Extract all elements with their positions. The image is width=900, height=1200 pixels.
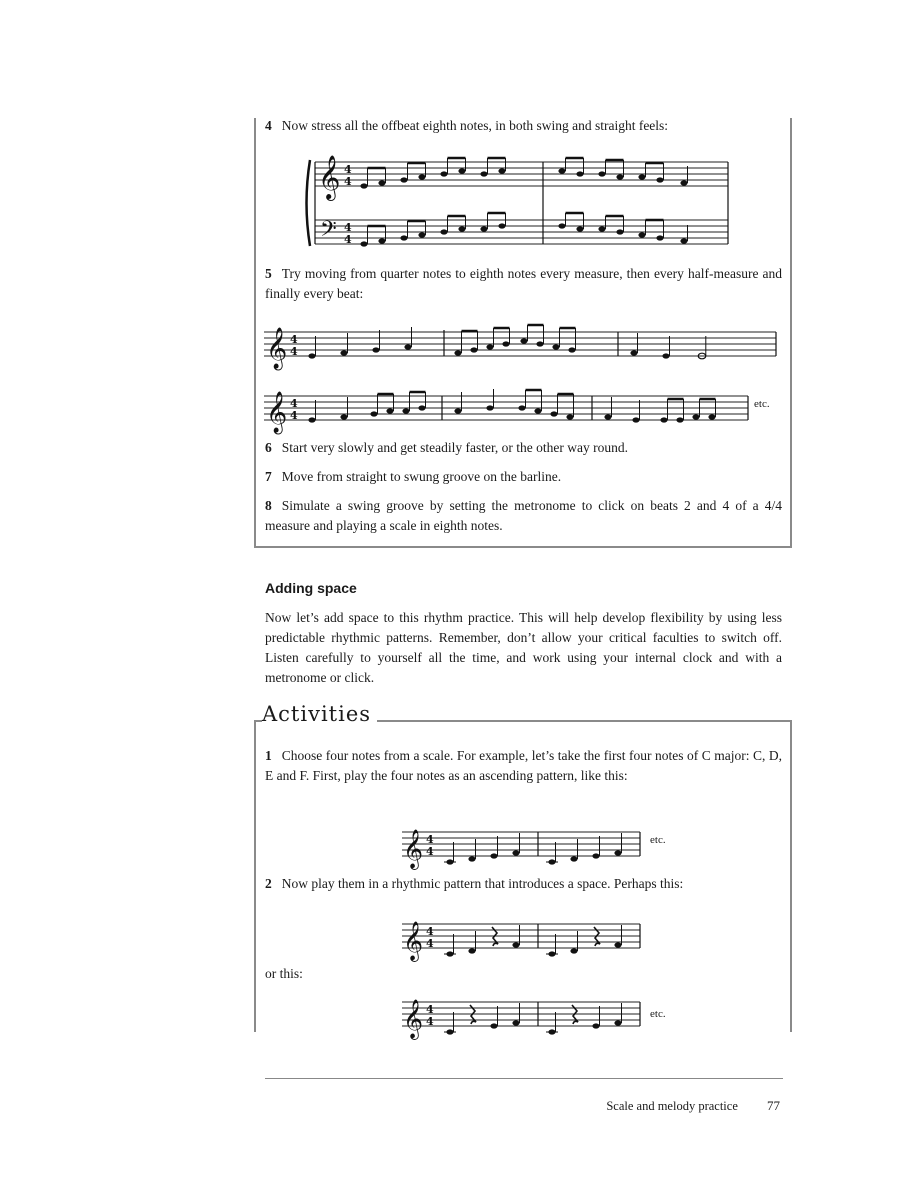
treble-clef-icon: 𝄞 bbox=[403, 829, 424, 869]
time-sig-bottom: 4 bbox=[426, 1015, 434, 1028]
brace-icon bbox=[307, 160, 311, 246]
footer-divider bbox=[265, 1078, 783, 1079]
page-number: 77 bbox=[767, 1098, 780, 1113]
section-heading: Adding space bbox=[265, 580, 357, 596]
treble-clef-icon: 𝄞 bbox=[403, 921, 424, 961]
activity-1: 1 Choose four notes from a scale. For example, let’s take the first four notes of C major: C, D, E and F. First, play the four notes as an ascending pattern, like this: bbox=[265, 748, 782, 783]
notation-rhythm-with-space-2 bbox=[400, 992, 650, 1039]
bass-clef-icon: 𝄢 bbox=[320, 217, 337, 247]
time-sig-bottom: 4 bbox=[344, 233, 352, 246]
activity-8: 8 Simulate a swing groove by setting the metronome to click on beats 2 and 4 of a 4/4 measure and playing a scale in eighth notes. bbox=[265, 498, 782, 533]
notation-offbeat-eighths bbox=[300, 150, 740, 262]
notation-ascending-pattern bbox=[400, 822, 650, 869]
treble-staff bbox=[315, 162, 728, 186]
activity-4: 4 Now stress all the offbeat eighth notes, in both swing and straight feels: bbox=[265, 118, 669, 133]
etc-label: etc. bbox=[650, 1008, 666, 1020]
time-sig-top: 4 bbox=[426, 925, 434, 938]
etc-label: etc. bbox=[754, 398, 770, 410]
page-footer bbox=[540, 1098, 780, 1114]
time-sig-top: 4 bbox=[344, 221, 352, 234]
time-sig-bottom: 4 bbox=[426, 845, 434, 858]
time-sig-bottom: 4 bbox=[290, 345, 298, 358]
time-sig-top: 4 bbox=[344, 163, 352, 176]
notes bbox=[308, 389, 748, 423]
notes bbox=[308, 325, 776, 359]
notation-quarter-to-eighth-2 bbox=[262, 386, 762, 433]
footer-chapter-title: Scale and melody practice bbox=[606, 1099, 738, 1113]
notation-rhythm-with-space-1 bbox=[400, 914, 650, 961]
notes bbox=[444, 1002, 640, 1035]
bass-notes bbox=[360, 213, 687, 247]
notes bbox=[444, 832, 640, 865]
bass-staff bbox=[315, 220, 728, 244]
treble-notes bbox=[360, 158, 687, 189]
time-sig-top: 4 bbox=[290, 333, 298, 346]
time-sig-bottom: 4 bbox=[426, 937, 434, 950]
time-sig-top: 4 bbox=[290, 397, 298, 410]
notes bbox=[444, 924, 640, 957]
activity-2: 2 Now play them in a rhythmic pattern that introduces a space. Perhaps this: bbox=[265, 876, 684, 891]
time-sig-bottom: 4 bbox=[290, 409, 298, 422]
time-sig-bottom: 4 bbox=[344, 175, 352, 188]
treble-clef-icon: 𝄞 bbox=[403, 999, 424, 1039]
activity-6: 6 Start very slowly and get steadily faster, or the other way round. bbox=[265, 440, 628, 455]
time-sig-top: 4 bbox=[426, 1003, 434, 1016]
activities-title: Activities bbox=[262, 702, 377, 726]
notation-quarter-to-eighth-1 bbox=[262, 322, 782, 369]
activity-5: 5 Try moving from quarter notes to eighth notes every measure, then every half-measure and finally every beat: bbox=[265, 266, 782, 301]
etc-label: etc. bbox=[650, 834, 666, 846]
section-body: Now let’s add space to this rhythm practice. This will help develop flexibility by using less predictable rhythmic patterns. Remember, don’t allow your critical faculties to switch off. Listen carefully to yourself all the time, and work using your internal clock and with a metronome or click. bbox=[265, 610, 782, 685]
time-sig-top: 4 bbox=[426, 833, 434, 846]
treble-clef-icon: 𝄞 bbox=[266, 328, 288, 369]
or-this-label: or this: bbox=[265, 966, 303, 981]
treble-clef-icon: 𝄞 bbox=[266, 392, 288, 433]
treble-clef-icon: 𝄞 bbox=[318, 155, 341, 199]
activity-7: 7 Move from straight to swung groove on the barline. bbox=[265, 469, 562, 484]
